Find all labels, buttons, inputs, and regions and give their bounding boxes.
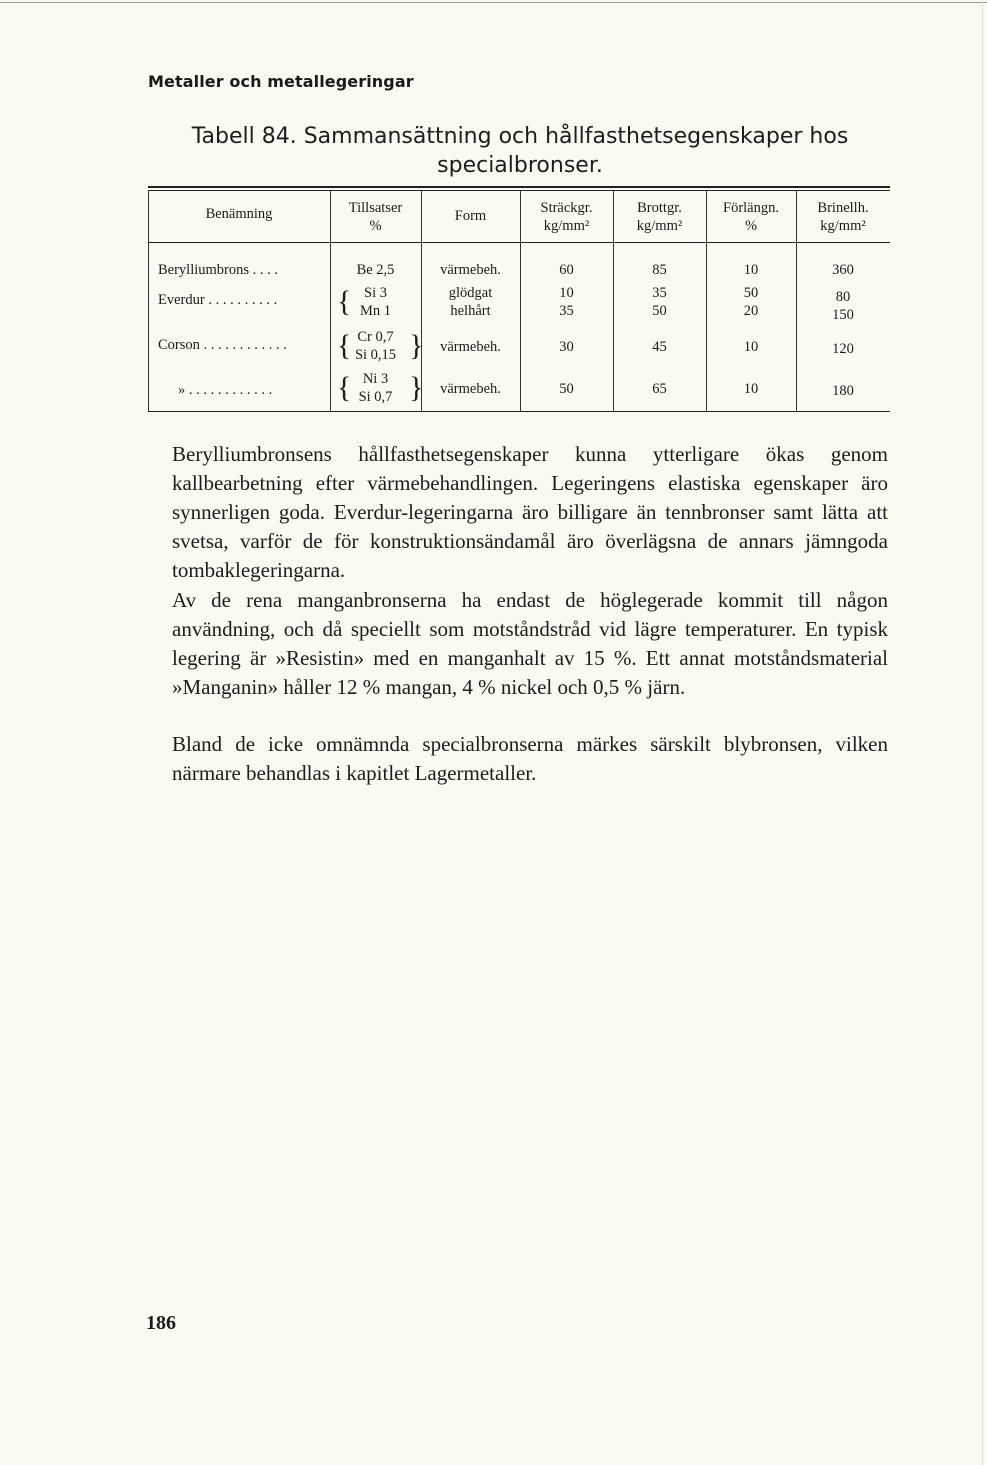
header-strackgr-unit: kg/mm² [543, 218, 590, 234]
row-tillsats: Si 0,7 [358, 389, 393, 405]
brace-left: { [337, 285, 352, 318]
row-brinellh: 180 [832, 383, 854, 399]
table-title [150, 122, 890, 180]
brace-left: { [337, 371, 352, 404]
row-forlangn: 20 [743, 303, 759, 319]
row-form: helhårt [450, 303, 491, 319]
row-strackgr: 60 [559, 262, 574, 278]
row-name: Corson . . . . . . . . . . . . [158, 337, 287, 353]
row-name: Berylliumbrons . . . . [158, 262, 279, 278]
header-form: Form [454, 208, 487, 224]
row-name: » . . . . . . . . . . . . [178, 382, 273, 398]
page-number: 186 [146, 1312, 176, 1334]
row-strackgr: 35 [559, 303, 574, 319]
row-form: värmebeh. [440, 339, 501, 355]
table-top-rule-thin [148, 190, 890, 191]
row-brottgr: 65 [652, 381, 667, 397]
header-brottgr: Brottgr. [637, 200, 682, 216]
brace-right: } [409, 371, 424, 404]
table-header-rule [148, 242, 890, 243]
row-tillsats: Mn 1 [359, 303, 392, 319]
row-forlangn: 50 [743, 285, 759, 301]
alloy-table [148, 186, 890, 412]
row-tillsats: Cr 0,7 [357, 329, 394, 345]
row-tillsats: Si 0,15 [354, 347, 397, 363]
header-strackgr: Sträckgr. [540, 200, 593, 216]
header-tillsatser-unit: % [369, 218, 382, 234]
body-paragraph-1: Berylliumbronsens hållfasthetsegenskaper kunna ytterligare ökas genom kallbearbetning efter värmebehandlingen. Legeringens elastiska egenskaper äro synnerligen goda. Everdur-legeringarna äro billigare än tennbronser samt lätta att svetsa, varför de för konstruktionsändamål äro överlägsna de annars jämngoda tombaklegeringarna. [172, 442, 888, 582]
row-brottgr: 45 [652, 339, 667, 355]
row-strackgr: 30 [559, 339, 574, 355]
scan-edge-line-right [982, 0, 983, 1465]
row-form: värmebeh. [440, 262, 501, 278]
header-forlangn-unit: % [744, 218, 758, 234]
brace-left: { [337, 329, 352, 362]
row-tillsats: Be 2,5 [356, 262, 395, 278]
row-forlangn: 10 [743, 381, 759, 397]
row-brinellh: 80 [835, 289, 851, 305]
running-head: Metaller och metallegeringar [148, 72, 414, 91]
row-brottgr: 35 [652, 285, 667, 301]
table-bottom-rule [148, 411, 890, 412]
header-brinellh: Brinellh. [817, 200, 869, 216]
body-paragraph-3: Bland de icke omnämnda specialbronserna märkes särskilt blybronsen, vilken närmare behandlas i kapitlet Lagermetaller. [172, 732, 888, 785]
header-brottgr-unit: kg/mm² [636, 218, 683, 234]
table-title-line-2: specialbronser. [437, 153, 603, 178]
row-brottgr: 85 [652, 262, 667, 278]
row-strackgr: 50 [559, 381, 574, 397]
row-brinellh: 150 [832, 307, 854, 323]
row-form: glödgat [448, 285, 493, 301]
header-benamning: Benämning [205, 206, 273, 222]
row-forlangn: 10 [743, 339, 759, 355]
table-left-border [148, 190, 149, 411]
table-top-rule [148, 186, 890, 188]
body-paragraph-2: Av de rena manganbronserna ha endast de höglegerade kommit till någon användning, och då speciellt som motståndstråd vid lägre temperaturer. En typisk legering är »Resistin» med en manganhalt av 15 %. Ett annat motståndsmaterial »Manganin» håller 12 % mangan, 4 % nickel och 0,5 % järn. [172, 588, 888, 699]
table-title-line-1: Tabell 84. Sammansättning och hållfasthetsegenskaper hos [191, 124, 849, 149]
row-tillsats: Si 3 [364, 285, 387, 301]
header-tillsatser: Tillsatser [348, 200, 403, 216]
header-forlangn: Förlängn. [723, 200, 779, 216]
scan-edge-line [0, 2, 987, 3]
header-brinellh-unit: kg/mm² [820, 218, 866, 234]
row-name: Everdur . . . . . . . . . . [158, 292, 278, 308]
row-tillsats: Ni 3 [362, 371, 389, 387]
row-forlangn: 10 [743, 262, 759, 278]
brace-right: } [409, 329, 424, 362]
row-brinellh: 360 [832, 262, 854, 278]
row-strackgr: 10 [559, 285, 574, 301]
row-brottgr: 50 [652, 303, 667, 319]
row-form: värmebeh. [440, 381, 501, 397]
row-brinellh: 120 [832, 341, 854, 357]
